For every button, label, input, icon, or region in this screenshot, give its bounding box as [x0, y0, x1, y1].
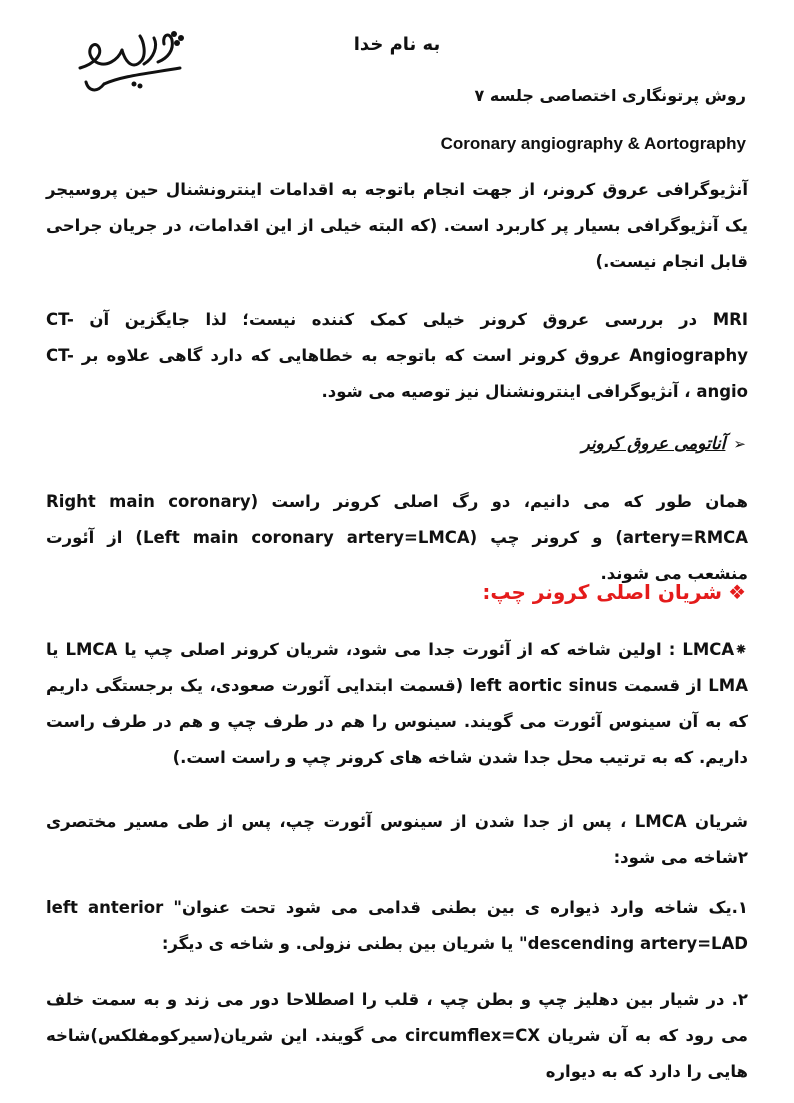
anatomy-heading — [581, 434, 746, 454]
paragraph-main-arteries: همان طور که می دانیم، دو رگ اصلی کرونر راست (Right main coronary artery=RMCA) و کرونر چپ (Left main coronary artery=LMCA) از آئورت منشعب می شوند. — [46, 492, 748, 583]
arrow-check-icon: ➢ — [733, 435, 746, 453]
paragraph-lmca-origin: ⁕LMCA : اولین شاخه که از آئورت جدا می شود، شریان کرونر اصلی چپ یا LMCA یا LMA از قسمت left aortic sinus (قسمت ابتدایی آئورت صعودی، یک برجستگی داریم که به آن سینوس آئورت می گویند. سینوس را هم در طرف چپ و هم در طرف راست داریم. که به ترتیب محل جدا شدن شاخه های کرونر چپ و راست است.) — [46, 640, 748, 767]
paragraph-circumflex: ۲. در شیار بین دهلیز چپ و بطن چپ ، قلب را اصطلاحا دور می زند و به سمت خلف می رود که به آن شریان circumflex=CX می گویند. این شریان(سیرکومفلکس)شاخه هایی را دارد که به دیواره — [46, 990, 748, 1081]
paragraph-mri-ct: MRI در بررسی عروق کرونر خیلی کمک کننده نیست؛ لذا جایگزین آن CT-Angiography عروق کرونر است که باتوجه به خطاهایی که دارد گاهی علاوه بر CT-angio ، آنژیوگرافی اینترونشنال نیز توصیه می شود. — [46, 310, 748, 401]
session-title: روش پرتونگاری اختصاصی جلسه ۷ — [474, 86, 746, 105]
section-heading-label: شریان اصلی کرونر چپ: — [482, 580, 723, 604]
paragraph-angiography-intro: آنژیوگرافی عروق کرونر، از جهت انجام باتوجه به اقدامات اینترونشنال حین پروسیجر یک آنژیوگرافی بسیار پر کاربرد است. (که البته خیلی از این اقدامات، در جریان جراحی قابل انجام نیست.) — [46, 180, 748, 271]
paragraph-lad: ۱.یک شاخه وارد ذیواره ی بین بطنی قدامی می شود تحت عنوان" left anterior descending artery=LAD" یا شریان بین بطنی نزولی. و شاخه ی دیگر: — [46, 898, 748, 953]
section-heading-lmca — [482, 580, 746, 604]
page-header-title: به نام خدا — [353, 34, 441, 55]
anatomy-heading-label: آناتومی عروق کرونر — [581, 434, 726, 454]
paragraph-lmca-branches: شریان LMCA ، پس از جدا شدن از سینوس آئورت چپ، پس از طی مسیر مختصری ۲شاخه می شود: — [46, 812, 748, 867]
diamond-cluster-icon: ❖ — [728, 580, 746, 604]
english-title: Coronary angiography & Aortography — [440, 134, 746, 153]
